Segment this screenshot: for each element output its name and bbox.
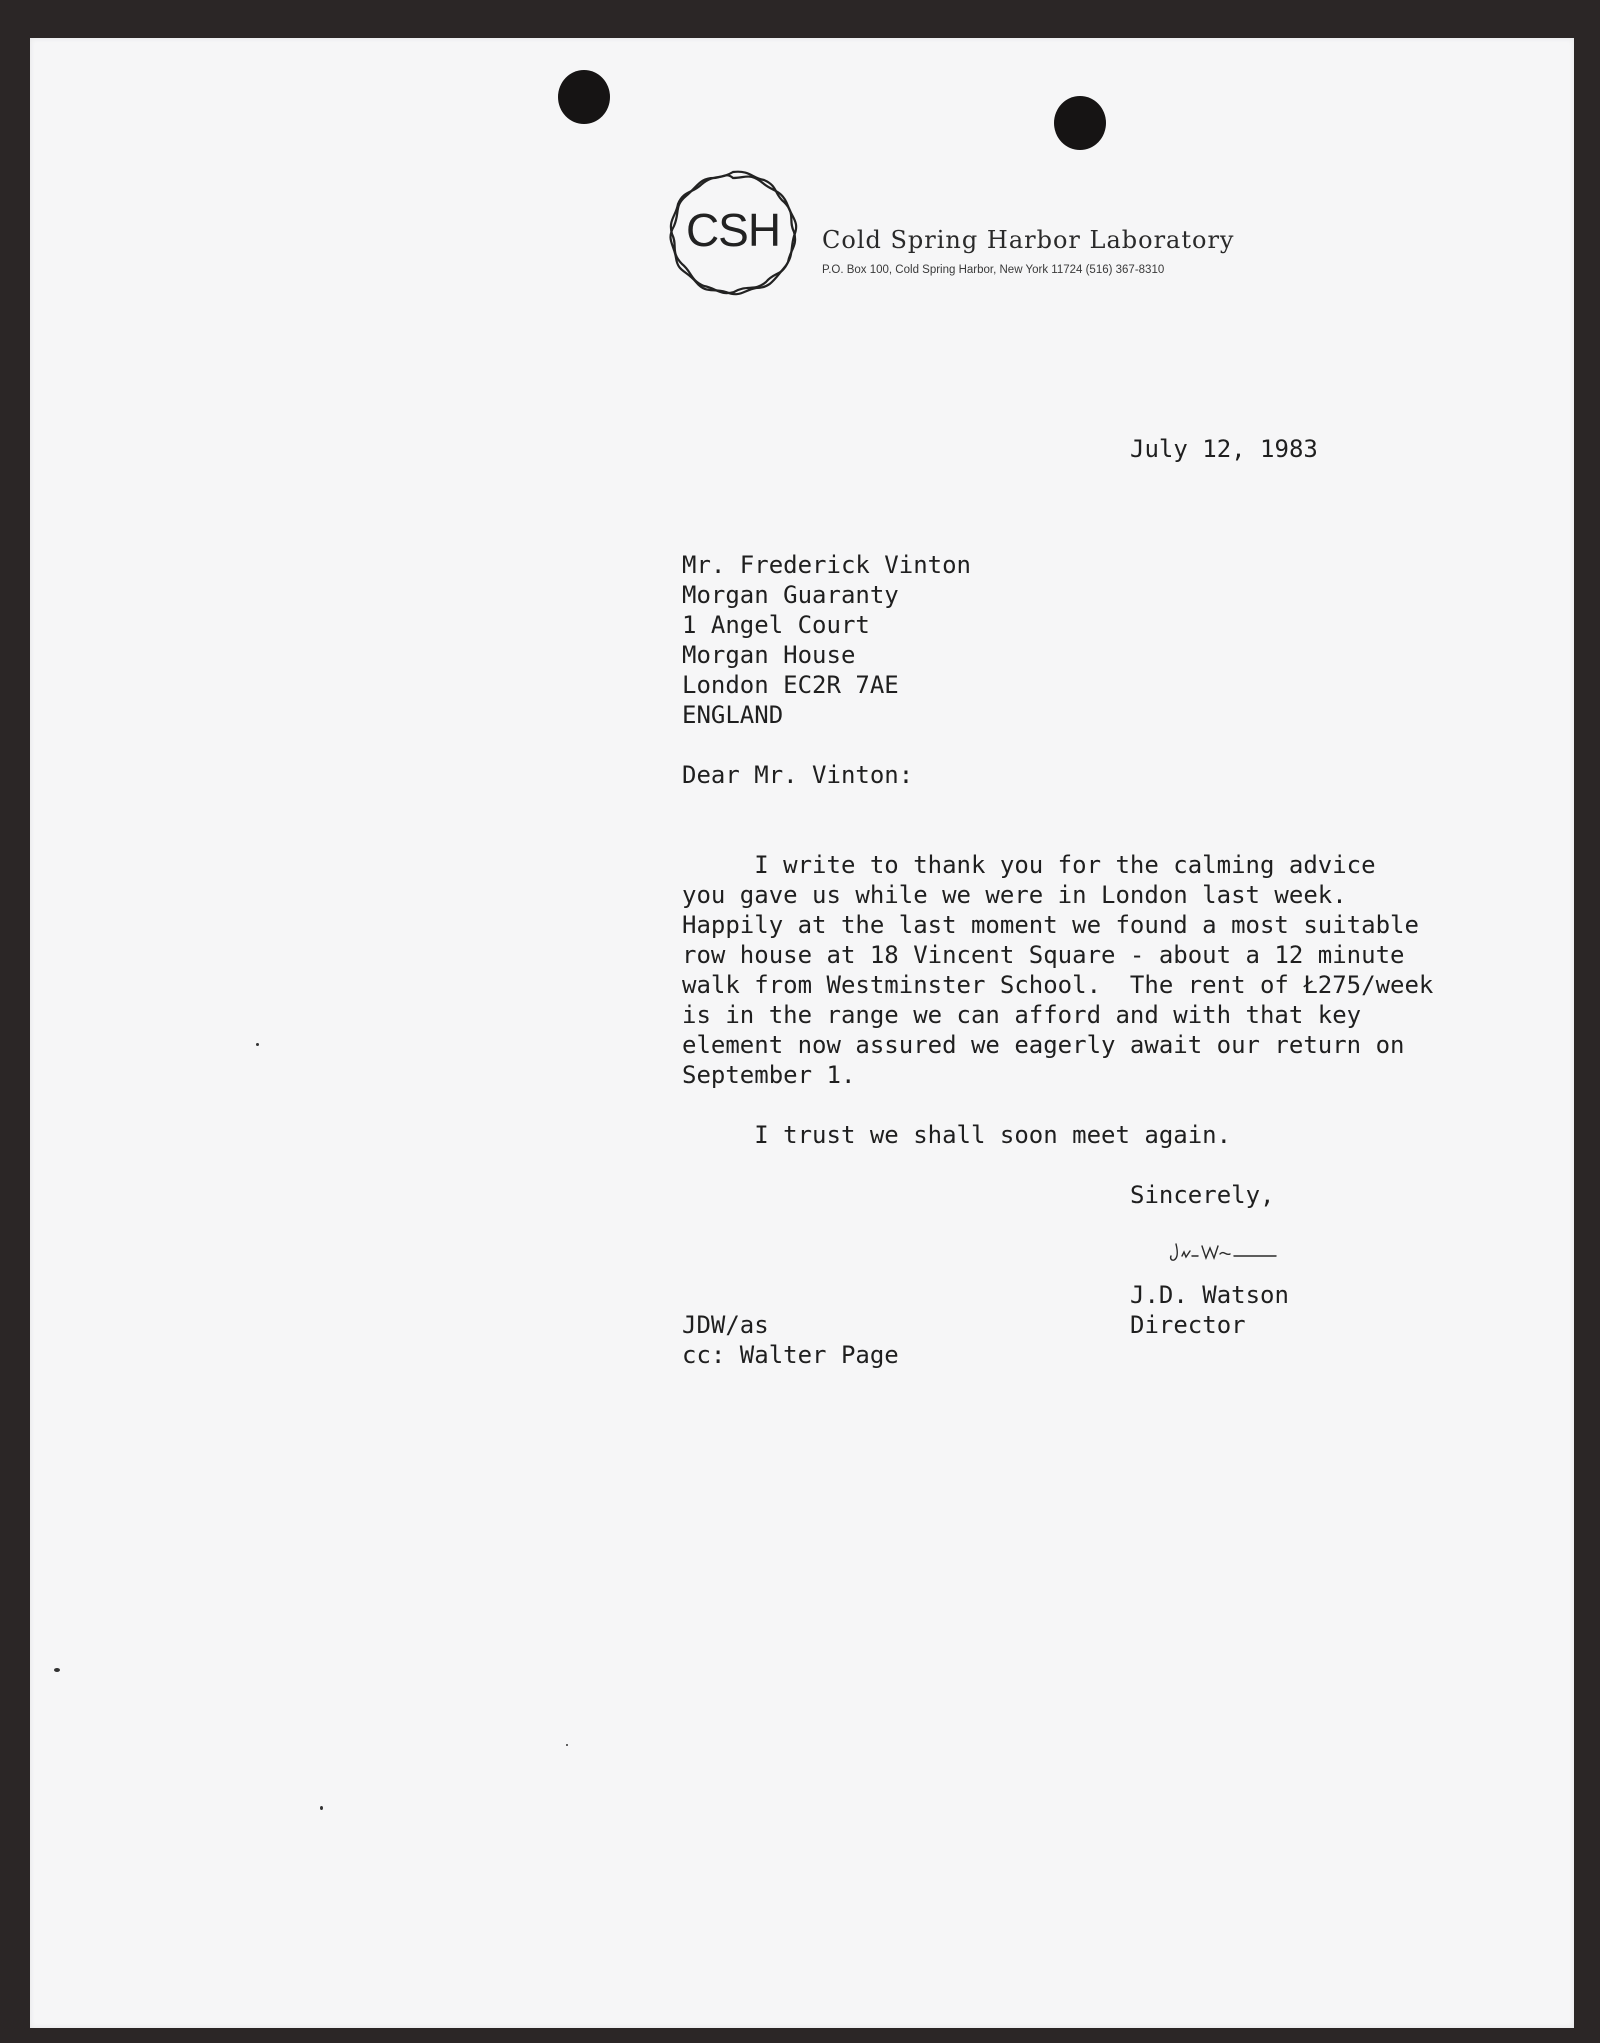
recipient-address [682, 550, 971, 730]
address-line: London EC2R 7AE [682, 671, 899, 699]
body-line: element now assured we eagerly await our return on [682, 1031, 1405, 1059]
carbon-copy: cc: Walter Page [682, 1341, 899, 1369]
body-line: Happily at the last moment we found a most suitable [682, 911, 1419, 939]
logo-text: CSH [685, 204, 781, 256]
body-line: you gave us while we were in London last week. [682, 881, 1347, 909]
body-line: row house at 18 Vincent Square - about a 12 minute [682, 941, 1405, 969]
reference-block [682, 1310, 899, 1370]
signature-block [1130, 1280, 1289, 1340]
body-line: September 1. [682, 1061, 856, 1089]
signer-name: J.D. Watson [1130, 1281, 1289, 1309]
address-line: Morgan House [682, 641, 856, 669]
punch-hole-right [1054, 96, 1106, 150]
signer-title: Director [1130, 1311, 1246, 1339]
salutation: Dear Mr. Vinton: [682, 761, 914, 789]
csh-logo [660, 164, 806, 300]
paper-speck [320, 1806, 323, 1810]
address-line: 1 Angel Court [682, 611, 870, 639]
paper-speck [54, 1668, 60, 1672]
handwritten-signature [1168, 1238, 1278, 1266]
organization-address: P.O. Box 100, Cold Spring Harbor, New York 11724 (516) 367-8310 [822, 264, 1165, 276]
address-line: ENGLAND [682, 701, 784, 729]
letter-date: July 12, 1983 [1130, 435, 1318, 463]
body-line: is in the range we can afford and with that key [682, 1001, 1362, 1029]
address-line: Mr. Frederick Vinton [682, 551, 971, 579]
paper-speck [566, 1744, 568, 1746]
body-paragraph-2: I trust we shall soon meet again. [682, 1121, 1232, 1149]
body-paragraph-1 [682, 850, 1433, 1090]
punch-hole-left [558, 70, 610, 124]
reference-initials: JDW/as [682, 1311, 769, 1339]
body-line: walk from Westminster School. The rent of Ł275/week [682, 971, 1434, 999]
closing: Sincerely, [1130, 1181, 1275, 1209]
organization-name: Cold Spring Harbor Laboratory [822, 226, 1235, 254]
letter-page [30, 38, 1574, 2028]
address-line: Morgan Guaranty [682, 581, 899, 609]
body-line: I write to thank you for the calming advice [682, 851, 1376, 879]
paper-speck [256, 1043, 259, 1046]
